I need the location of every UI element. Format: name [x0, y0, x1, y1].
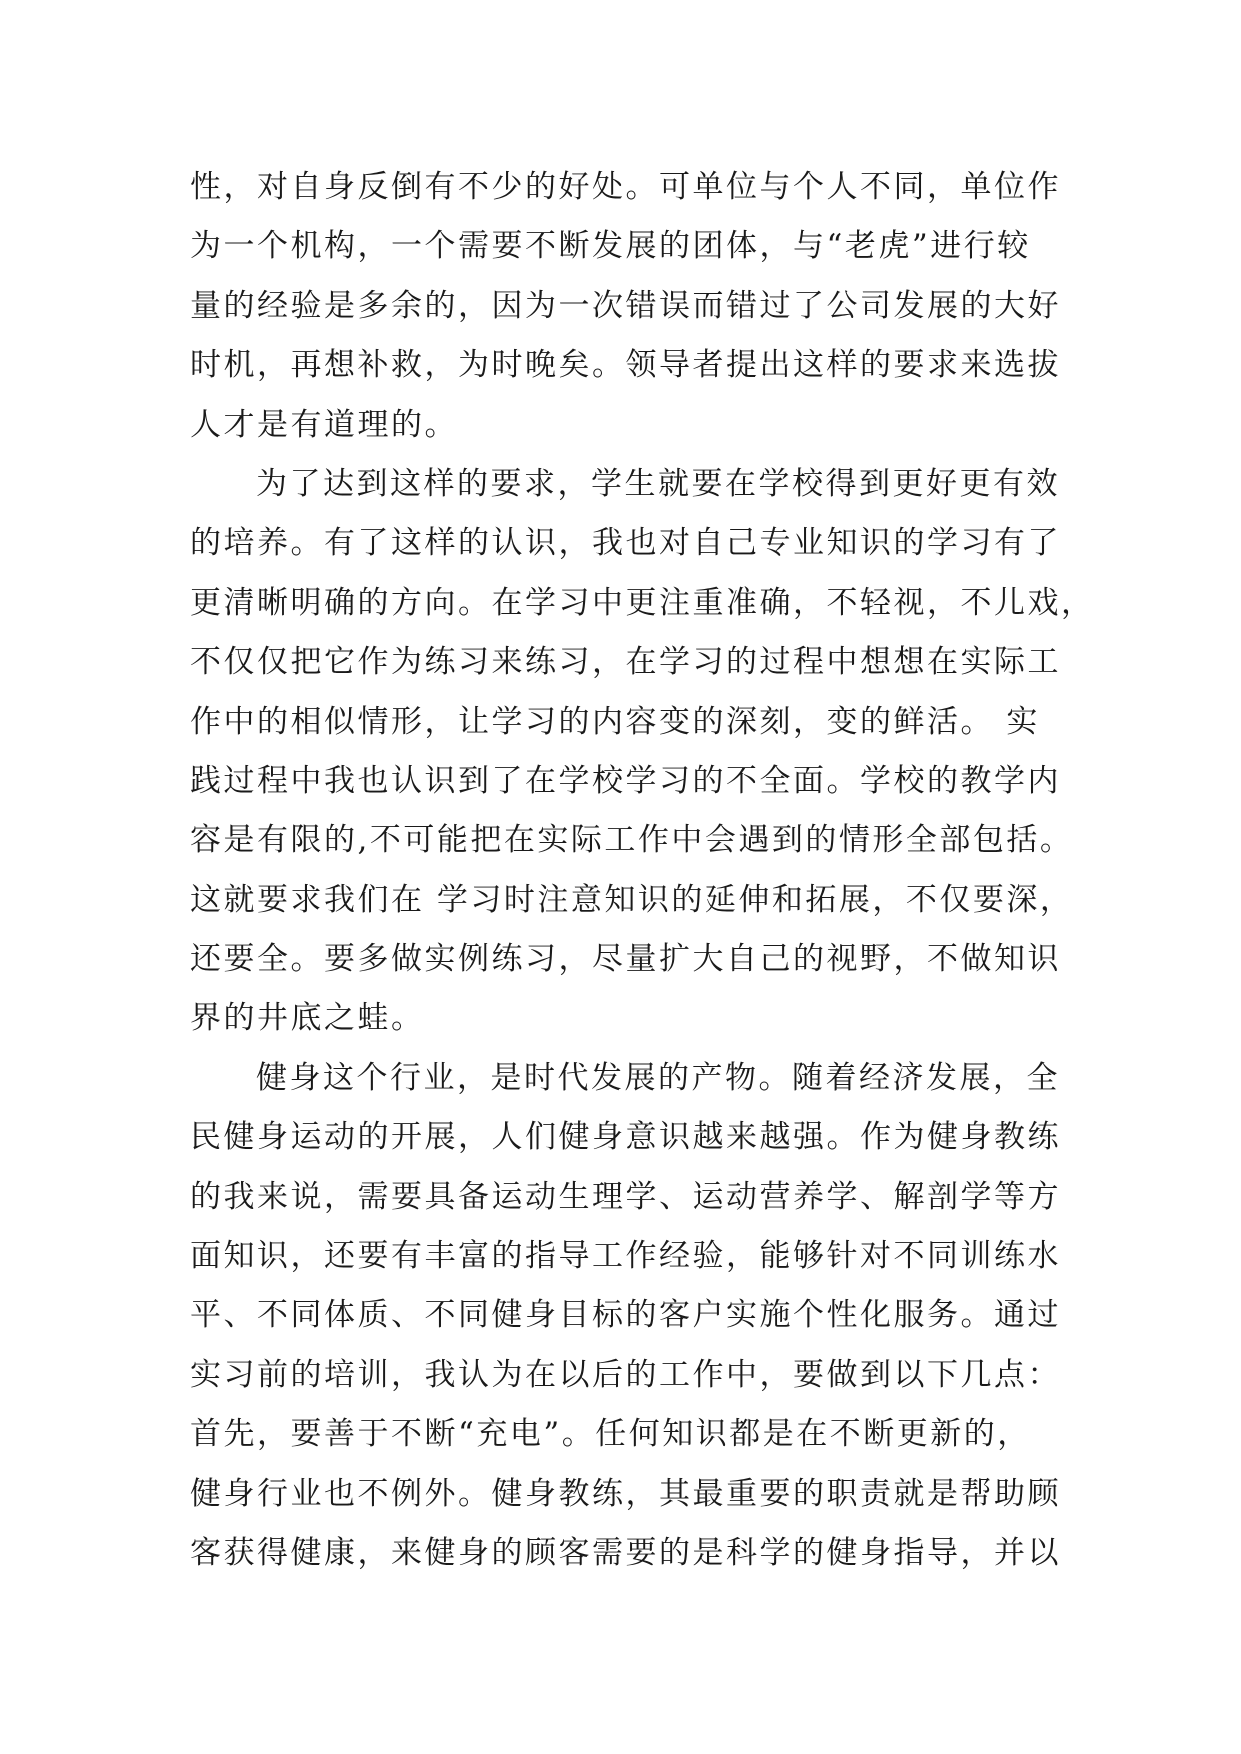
text-line: 这就要求我们在 学习时注意知识的延伸和拓展，不仅要深， — [190, 881, 1074, 918]
body-text — [190, 158, 1095, 1583]
text-line: 面知识，还要有丰富的指导工作经验，能够针对不同训练水 — [190, 1238, 1061, 1275]
text-line: 更清晰明确的方向。在学习中更注重准确，不轻视，不儿戏， — [190, 584, 1095, 621]
text-line: 的我来说，需要具备运动生理学、运动营养学、解剖学等方 — [190, 1178, 1061, 1215]
text-line: 为一个机构，一个需要不断发展的团体，与“老虎”进行较 — [190, 228, 1031, 265]
text-line: 作中的相似情形，让学习的内容变的深刻，变的鲜活。 实 — [190, 703, 1040, 740]
text-line: 实习前的培训，我认为在以后的工作中，要做到以下几点： — [190, 1356, 1061, 1393]
text-line: 性，对自身反倒有不少的好处。可单位与个人不同，单位作 — [190, 169, 1061, 205]
text-line: 界的井底之蛙。 — [190, 1000, 425, 1037]
text-line: 平、不同体质、不同健身目标的客户实施个性化服务。通过 — [190, 1297, 1061, 1334]
text-line: 还要全。要多做实例练习，尽量扩大自己的视野，不做知识 — [190, 941, 1061, 978]
text-line: 的培养。有了这样的认识，我也对自己专业知识的学习有了 — [190, 525, 1061, 562]
text-line: 容是有限的,不可能把在实际工作中会遇到的情形全部包括。 — [190, 822, 1074, 859]
text-line: 首先，要善于不断“充电”。任何知识都是在不断更新的， — [190, 1416, 1031, 1453]
paragraph-first-line: 健身这个行业，是时代发展的产物。随着经济发展，全 — [256, 1059, 1060, 1096]
text-line: 人才是有道理的。 — [190, 406, 458, 443]
text-line: 民健身运动的开展，人们健身意识越来越强。作为健身教练 — [190, 1119, 1061, 1156]
text-line: 量的经验是多余的，因为一次错误而错过了公司发展的大好 — [190, 287, 1061, 324]
text-line: 时机，再想补救，为时晚矣。领导者提出这样的要求来选拔 — [190, 347, 1061, 384]
text-line: 不仅仅把它作为练习来练习，在学习的过程中想想在实际工 — [190, 644, 1061, 681]
text-line: 客获得健康，来健身的顾客需要的是科学的健身指导，并以 — [190, 1534, 1061, 1571]
text-line: 健身行业也不例外。健身教练，其最重要的职责就是帮助顾 — [190, 1475, 1061, 1512]
paragraph-first-line: 为了达到这样的要求，学生就要在学校得到更好更有效 — [256, 465, 1060, 502]
text-line: 践过程中我也认识到了在学校学习的不全面。学校的教学内 — [190, 762, 1061, 799]
